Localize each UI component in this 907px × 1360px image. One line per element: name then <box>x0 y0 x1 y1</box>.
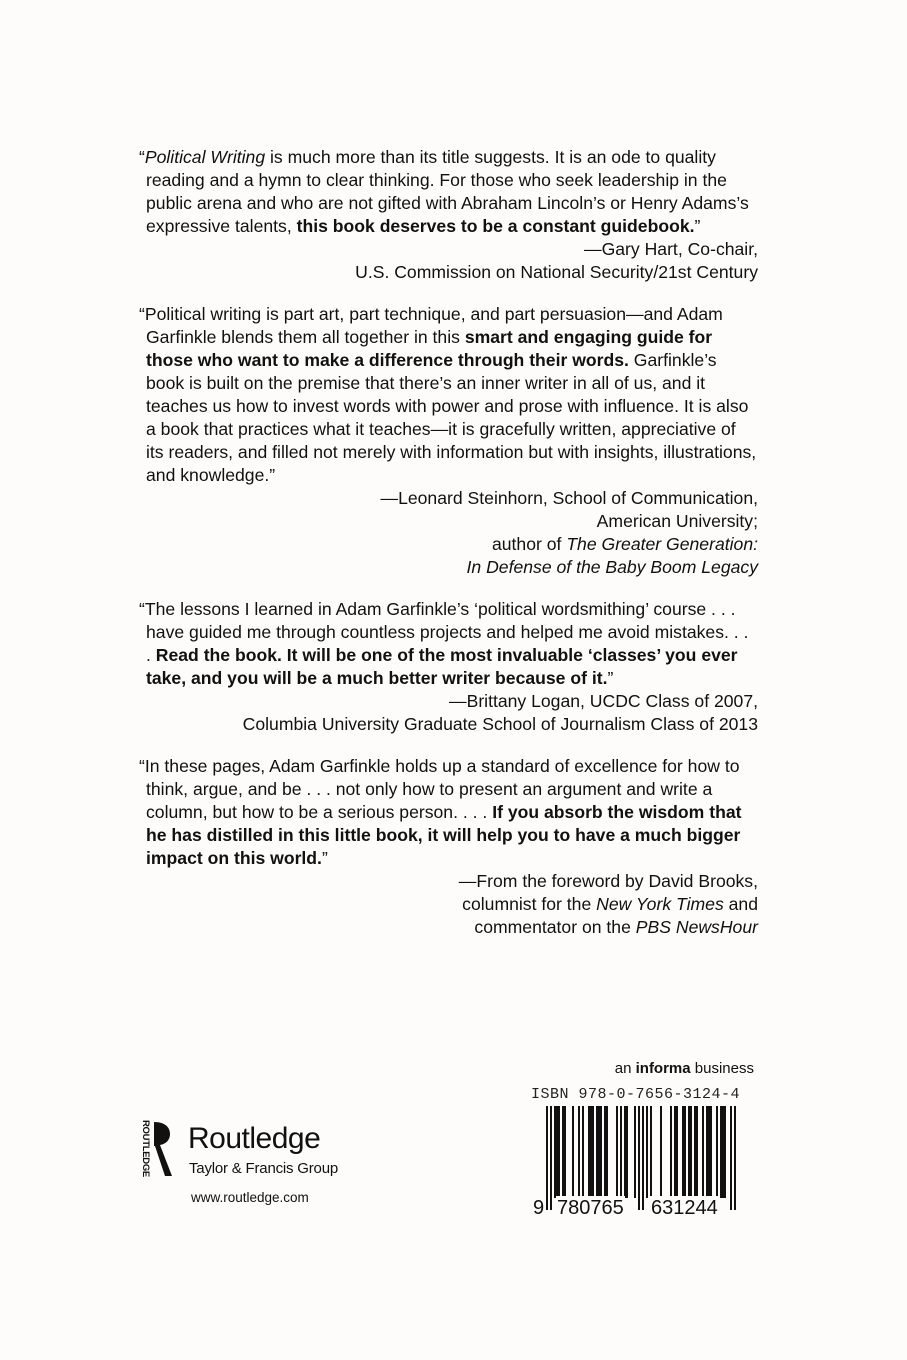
quote-segment: If you absorb the wisdom that he has distilled in this little book, it will help you to have a much bigger impact on this world. <box>146 802 742 868</box>
endorsement-quote <box>139 146 758 284</box>
barcode-bar <box>694 1106 696 1198</box>
barcode-bar <box>604 1106 606 1198</box>
quote-segment: ” <box>321 848 328 868</box>
attribution-segment: The Greater Generation: <box>566 534 758 554</box>
quote-attribution <box>146 690 758 736</box>
barcode-bar <box>720 1106 722 1198</box>
attribution-line <box>146 713 758 736</box>
barcode-bar <box>578 1106 580 1198</box>
barcode-bar <box>556 1106 558 1198</box>
barcode-bar <box>724 1106 726 1198</box>
barcode-bar <box>660 1106 662 1198</box>
attribution-segment: and <box>723 894 758 914</box>
quote-segment: this book deserves to be a constant guidebook. <box>296 216 695 236</box>
quote-text <box>139 303 758 487</box>
quote-segment: Read the book. It will be one of the most invaluable ‘classes’ you ever take, and you will be a much better writer because of it. <box>146 645 738 688</box>
attribution-segment: Columbia University Graduate School of Journalism Class of 2013 <box>242 714 758 734</box>
endorsement-quote <box>139 755 758 939</box>
quote-segment: “Political writing is part art, part technique, and part persuasion—and Adam Garfinkle blends them all together in this <box>139 304 723 347</box>
barcode-bar <box>734 1106 736 1210</box>
attribution-line <box>146 556 758 579</box>
barcode-bar <box>626 1106 628 1198</box>
attribution-line <box>146 533 758 556</box>
endorsements <box>139 146 758 958</box>
barcode-bar <box>682 1106 684 1198</box>
quote-text <box>139 598 758 690</box>
quote-text <box>139 755 758 870</box>
barcode-bar <box>688 1106 690 1198</box>
barcode-bar <box>588 1106 590 1198</box>
barcode-bar <box>710 1106 712 1198</box>
quote-segment: smart and engaging guide for those who want to make a difference through their words. <box>146 327 713 370</box>
barcode-digits-right: 631244 <box>651 1197 718 1219</box>
barcode-bar <box>642 1106 644 1210</box>
quote-text <box>139 146 758 238</box>
tagline-bold: informa <box>635 1060 691 1077</box>
barcode-bar <box>690 1106 692 1198</box>
attribution-segment: In Defense of the Baby Boom Legacy <box>466 557 758 577</box>
quote-segment: “In these pages, Adam Garfinkle holds up a standard of excellence for how to think, argue, and be . . . not only how to present an argument and write a column, but how to be a serious person. . . . <box>139 756 740 822</box>
quote-segment: ” <box>607 668 614 688</box>
barcode-bar <box>596 1106 598 1198</box>
routledge-r-mark <box>154 1122 172 1176</box>
isbn-label: ISBN 978-0-7656-3124-4 <box>531 1086 741 1103</box>
routledge-logo-icon <box>136 1118 176 1182</box>
quote-attribution <box>146 870 758 939</box>
barcode-bar <box>722 1106 724 1198</box>
barcode-bar <box>550 1106 552 1210</box>
attribution-line <box>146 870 758 893</box>
barcode-bar <box>598 1106 600 1198</box>
barcode-bar <box>546 1106 548 1210</box>
barcode-bar <box>564 1106 566 1198</box>
barcode-bar <box>706 1106 708 1198</box>
attribution-segment: —Leonard Steinhorn, School of Communication, <box>380 488 758 508</box>
barcode-digits <box>532 1196 754 1220</box>
routledge-logo-text: ROUTLEDGE <box>140 1120 151 1177</box>
barcode-bar <box>562 1106 564 1198</box>
attribution-segment: U.S. Commission on National Security/21st Century <box>355 262 758 282</box>
barcode-bar <box>684 1106 686 1198</box>
barcode-bar <box>730 1106 732 1210</box>
barcode-digits-left: 780765 <box>557 1197 624 1219</box>
attribution-line <box>146 238 758 261</box>
tagline-post: business <box>690 1060 754 1077</box>
barcode-bar <box>590 1106 592 1198</box>
quote-segment: Garfinkle’s book is built on the premise that there’s an inner writer in all of us, and it teaches us how to invest words with power and prose with influence. It is also a book that practices what it teaches—it is gracefully written, appreciative of its readers, and filled not merely with information but with insights, illustrations, and knowledge.” <box>146 350 757 485</box>
attribution-line <box>146 487 758 510</box>
quote-segment: “ <box>139 147 145 167</box>
attribution-line <box>146 916 758 939</box>
barcode-bar <box>620 1106 622 1198</box>
barcode-bar <box>638 1106 640 1210</box>
publisher-group: Taylor & Francis Group <box>189 1160 338 1177</box>
quote-attribution <box>146 487 758 579</box>
endorsement-quote <box>139 598 758 736</box>
barcode-digit-first: 9 <box>533 1197 545 1219</box>
barcode-bar <box>558 1106 560 1198</box>
attribution-segment: —From the foreword by David Brooks, <box>458 871 758 891</box>
barcode-bar <box>716 1106 718 1198</box>
attribution-line <box>146 261 758 284</box>
attribution-segment: author of <box>491 534 567 554</box>
attribution-segment: columnist for the <box>462 894 597 914</box>
quote-segment: ” <box>694 216 701 236</box>
quote-segment: “The lessons I learned in Adam Garfinkle’s ‘political wordsmithing’ course . . . have guided me through countless projects and helped me avoid mistakes. . . . <box>139 599 749 665</box>
barcode-bar <box>592 1106 594 1198</box>
barcode-bar <box>670 1106 672 1198</box>
barcode-bar <box>582 1106 584 1198</box>
attribution-line <box>146 893 758 916</box>
publisher-block <box>136 1118 376 1228</box>
barcode-bar <box>606 1106 608 1198</box>
attribution-segment: PBS NewsHour <box>635 917 758 937</box>
publisher-name: Routledge <box>188 1122 321 1155</box>
barcode-bar <box>650 1106 652 1198</box>
barcode-bar <box>676 1106 678 1198</box>
barcode-bar <box>600 1106 602 1198</box>
attribution-line <box>146 510 758 533</box>
barcode-bar <box>616 1106 618 1198</box>
attribution-segment: —Gary Hart, Co-chair, <box>583 239 758 259</box>
barcode-bar <box>646 1106 648 1198</box>
attribution-segment: —Brittany Logan, UCDC Class of 2007, <box>448 691 758 711</box>
attribution-line <box>146 690 758 713</box>
barcode-bar <box>696 1106 698 1198</box>
quote-segment: Political Writing <box>144 147 266 167</box>
barcode-bar <box>624 1106 626 1198</box>
informa-tagline <box>614 1060 754 1078</box>
barcode-bar <box>572 1106 574 1198</box>
barcode-bar <box>674 1106 676 1198</box>
attribution-segment: commentator on the <box>474 917 636 937</box>
attribution-segment: American University; <box>596 511 758 531</box>
quote-segment: is much more than its title suggests. It is an ode to quality reading and a hymn to clear thinking. For those who seek leadership in the public arena and who are not gifted with Abraham Lincoln’s or Henry Adams’s expressive talents, <box>146 147 749 236</box>
barcode-bar <box>634 1106 636 1198</box>
publisher-url[interactable]: www.routledge.com <box>191 1190 309 1205</box>
tagline-pre: an <box>614 1060 636 1077</box>
attribution-segment: New York Times <box>596 894 724 914</box>
barcode-bar <box>554 1106 556 1198</box>
barcode-bar <box>708 1106 710 1198</box>
barcode-bar <box>702 1106 704 1198</box>
quote-attribution <box>146 238 758 284</box>
endorsement-quote <box>139 303 758 579</box>
